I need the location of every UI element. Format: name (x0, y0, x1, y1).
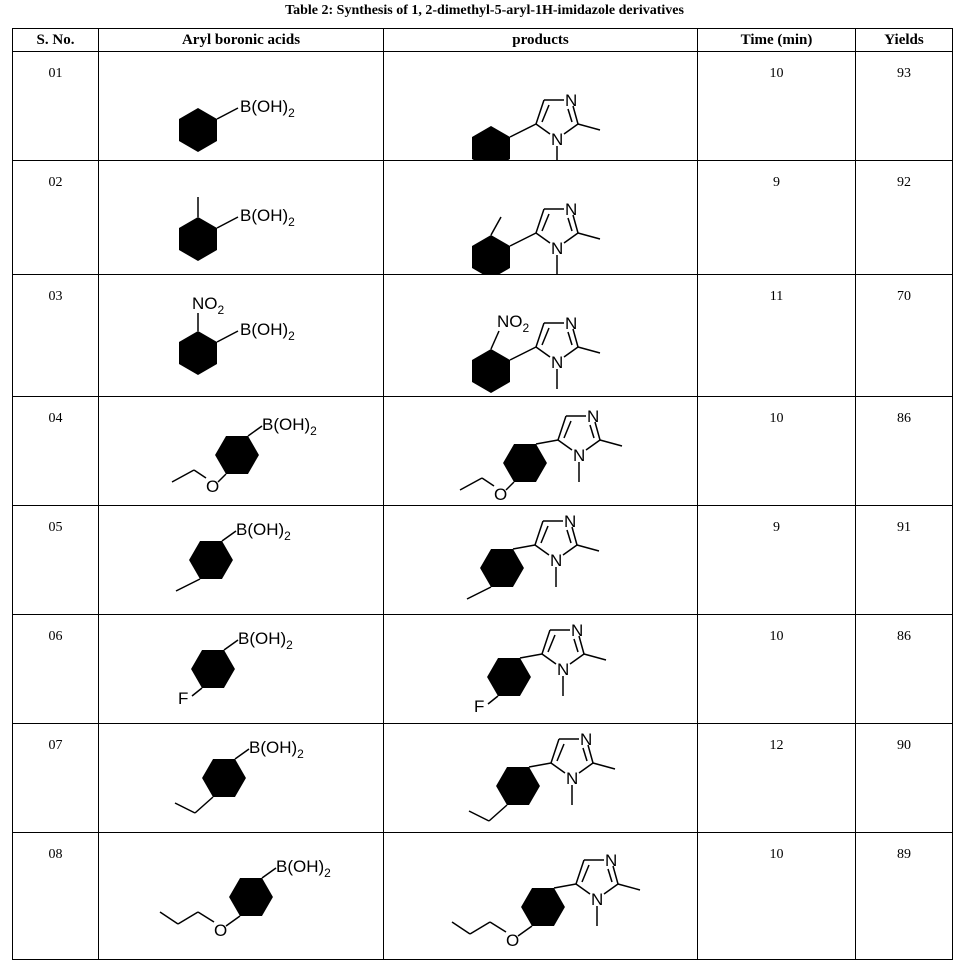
yield-value: 86 (897, 411, 911, 426)
cell-aryl-boronic-acid (99, 506, 384, 615)
cell-product (384, 615, 698, 724)
product-structure (384, 506, 698, 614)
cell-product (384, 506, 698, 615)
cell-time (698, 506, 856, 615)
sno-value: 08 (48, 847, 63, 862)
imidazole-n3-label: N (580, 730, 593, 749)
product-structure (384, 397, 698, 505)
fluoro-label: F (474, 697, 485, 716)
yield-value: 91 (897, 520, 911, 535)
cell-product (384, 833, 698, 960)
boronic-acid-structure (99, 833, 384, 959)
boronic-acid-structure (99, 275, 384, 396)
cell-time (698, 275, 856, 397)
table-row (13, 52, 953, 161)
cell-time (698, 52, 856, 161)
cell-yield (856, 275, 953, 397)
yield-value: 86 (897, 629, 911, 644)
sno-value: 02 (48, 175, 63, 190)
time-value: 10 (769, 847, 784, 862)
table-row (13, 397, 953, 506)
time-value: 11 (769, 289, 784, 304)
results-table (12, 28, 953, 960)
sno-value: 01 (48, 66, 63, 81)
cell-sno (13, 52, 99, 161)
boronic-acid-structure (99, 397, 384, 505)
table-row (13, 833, 953, 960)
cell-aryl-boronic-acid (99, 615, 384, 724)
imidazole-n1-label: N (573, 446, 586, 465)
cell-sno (13, 397, 99, 506)
cell-yield (856, 52, 953, 161)
cell-time (698, 397, 856, 506)
cell-product (384, 724, 698, 833)
cell-sno (13, 275, 99, 397)
cell-aryl-boronic-acid (99, 833, 384, 960)
yield-value: 70 (897, 289, 911, 304)
time-value: 10 (769, 66, 784, 81)
cell-time (698, 833, 856, 960)
imidazole-n3-label: N (571, 621, 584, 640)
cell-yield (856, 615, 953, 724)
time-value: 9 (773, 175, 780, 190)
boronic-acid-structure (99, 506, 384, 614)
ether-oxygen-label: O (214, 921, 228, 940)
boronic-acid-label: $B(OH)_2$ (236, 520, 291, 543)
product-structure (384, 161, 698, 274)
table-row (13, 275, 953, 397)
product-structure (384, 833, 698, 959)
cell-sno (13, 833, 99, 960)
cell-aryl-boronic-acid (99, 161, 384, 275)
imidazole-n3-label: N (565, 314, 578, 333)
ether-oxygen-label: O (494, 485, 508, 504)
ether-oxygen-label: O (506, 931, 520, 950)
cell-aryl-boronic-acid (99, 52, 384, 161)
imidazole-n1-label: N (551, 130, 564, 149)
imidazole-n1-label: N (566, 769, 579, 788)
sno-value: 04 (48, 411, 63, 426)
cell-sno (13, 161, 99, 275)
time-value: 10 (769, 629, 784, 644)
yield-value: 93 (897, 66, 911, 81)
cell-time (698, 161, 856, 275)
cell-yield (856, 833, 953, 960)
cell-sno (13, 724, 99, 833)
ether-oxygen-label: O (206, 477, 220, 496)
imidazole-n1-label: N (550, 551, 563, 570)
sno-value: 03 (48, 289, 63, 304)
cell-product (384, 161, 698, 275)
imidazole-n1-label: N (551, 239, 564, 258)
sno-value: 07 (48, 738, 63, 753)
product-structure (384, 724, 698, 832)
cell-yield (856, 724, 953, 833)
boronic-acid-label: $B(OH)_2$ (249, 738, 304, 761)
table-row (13, 161, 953, 275)
boronic-acid-label: $B(OH)_2$ (240, 97, 295, 120)
imidazole-n1-label: N (557, 660, 570, 679)
imidazole-n1-label: N (591, 890, 604, 909)
boronic-acid-label: $B(OH)_2$ (262, 415, 317, 438)
header-row (13, 29, 953, 52)
time-value: 10 (769, 411, 784, 426)
fluoro-label: F (178, 689, 189, 708)
boronic-acid-structure (99, 52, 384, 160)
nitro-label: $NO_2$ (192, 294, 225, 317)
cell-time (698, 615, 856, 724)
boronic-acid-label: $B(OH)_2$ (238, 629, 293, 652)
table-row (13, 724, 953, 833)
imidazole-n3-label: N (565, 91, 578, 110)
imidazole-n1-label: N (551, 353, 564, 372)
cell-yield (856, 397, 953, 506)
header-products: products (384, 29, 698, 52)
header-time: Time (min) (698, 29, 856, 52)
imidazole-n3-label: N (564, 512, 577, 531)
time-value: 12 (769, 738, 784, 753)
header-yields: Yields (856, 29, 953, 52)
boronic-acid-label: $B(OH)_2$ (240, 206, 295, 229)
product-structure (384, 275, 698, 396)
sno-value: 06 (48, 629, 63, 644)
boronic-acid-structure (99, 161, 384, 274)
cell-product (384, 397, 698, 506)
yield-value: 90 (897, 738, 911, 753)
yield-value: 92 (897, 175, 911, 190)
table-row (13, 506, 953, 615)
boronic-acid-structure (99, 724, 384, 832)
cell-aryl-boronic-acid (99, 397, 384, 506)
cell-yield (856, 161, 953, 275)
table-caption: Table 2: Synthesis of 1, 2-dimethyl-5-aryl-1H-imidazole derivatives (285, 3, 684, 18)
cell-product (384, 52, 698, 161)
imidazole-n3-label: N (565, 200, 578, 219)
time-value: 9 (773, 520, 780, 535)
table-row (13, 615, 953, 724)
boronic-acid-label: $B(OH)_2$ (240, 320, 295, 343)
boronic-acid-label: $B(OH)_2$ (276, 857, 331, 880)
cell-product (384, 275, 698, 397)
imidazole-n3-label: N (605, 851, 618, 870)
boronic-acid-structure (99, 615, 384, 723)
cell-sno (13, 615, 99, 724)
product-structure (384, 615, 698, 723)
header-sno: S. No. (13, 29, 99, 52)
header-aryl-boronic-acids: Aryl boronic acids (99, 29, 384, 52)
yield-value: 89 (897, 847, 911, 862)
cell-sno (13, 506, 99, 615)
product-structure (384, 52, 698, 160)
cell-aryl-boronic-acid (99, 724, 384, 833)
imidazole-n3-label: N (587, 407, 600, 426)
cell-yield (856, 506, 953, 615)
cell-time (698, 724, 856, 833)
cell-aryl-boronic-acid (99, 275, 384, 397)
sno-value: 05 (48, 520, 63, 535)
nitro-label: $NO_2$ (497, 312, 530, 335)
